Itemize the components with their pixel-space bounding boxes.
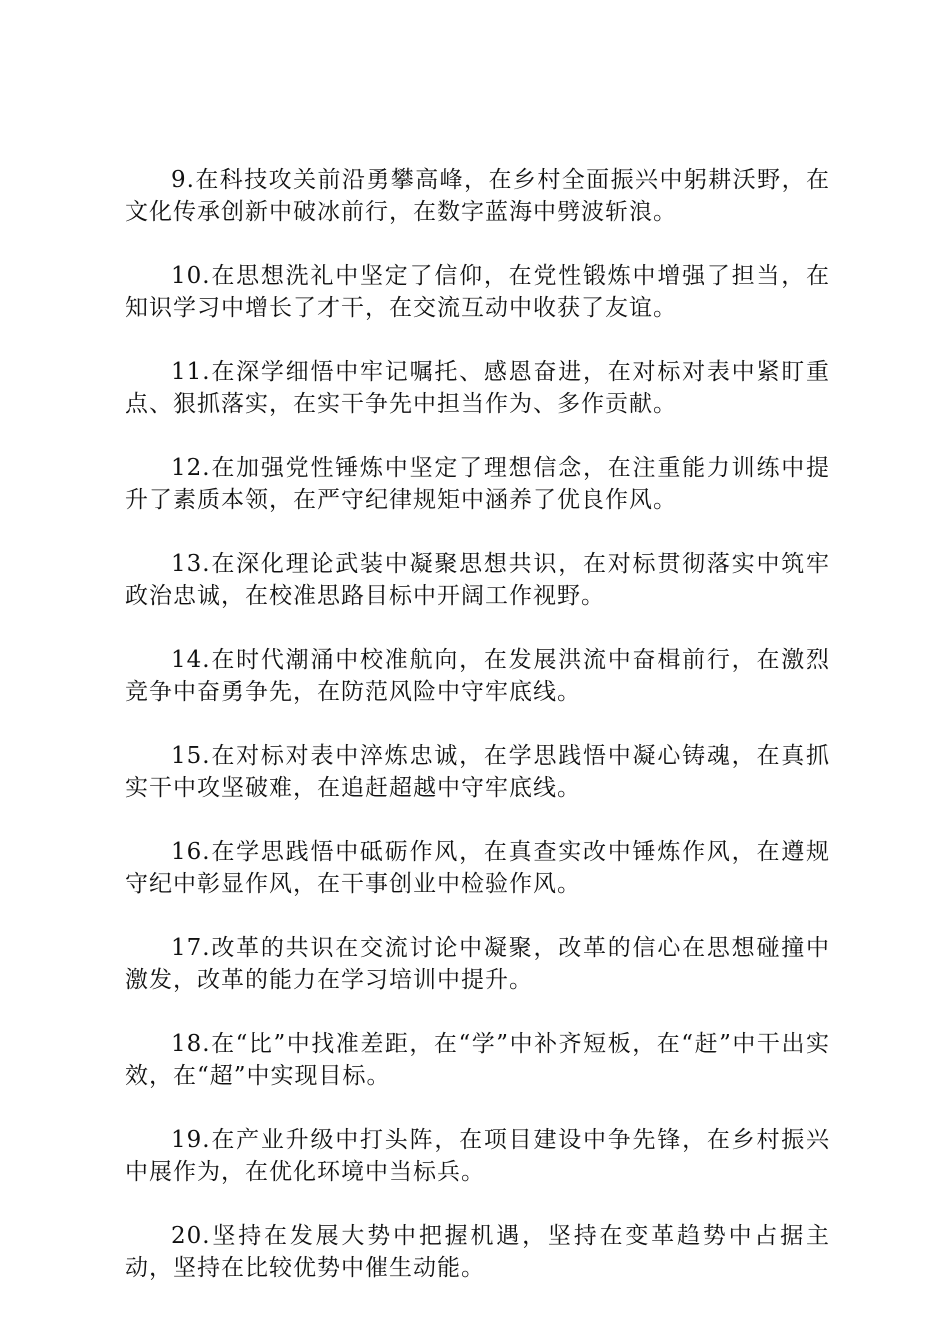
paragraph-19: 19.在产业升级中打头阵，在项目建设中争先锋，在乡村振兴中展作为，在优化环境中当标兵。 — [125, 1127, 830, 1185]
paragraph-20: 20.坚持在发展大势中把握机遇，坚持在变革趋势中占据主动，坚持在比较优势中催生动能。 — [125, 1223, 830, 1281]
document-body — [125, 164, 830, 1316]
paragraph-13: 13.在深化理论武装中凝聚思想共识，在对标贯彻落实中筑牢政治忠诚，在校准思路目标中开阔工作视野。 — [125, 551, 830, 609]
paragraph-11: 11.在深学细悟中牢记嘱托、感恩奋进，在对标对表中紧盯重点、狠抓落实，在实干争先中担当作为、多作贡献。 — [125, 359, 830, 417]
paragraph-17: 17.改革的共识在交流讨论中凝聚，改革的信心在思想碰撞中激发，改革的能力在学习培训中提升。 — [125, 935, 830, 993]
paragraph-16: 16.在学思践悟中砥砺作风，在真查实改中锤炼作风，在遵规守纪中彰显作风，在干事创业中检验作风。 — [125, 839, 830, 897]
paragraph-9: 9.在科技攻关前沿勇攀高峰，在乡村全面振兴中躬耕沃野，在文化传承创新中破冰前行，在数字蓝海中劈波斩浪。 — [125, 167, 830, 225]
paragraph-15: 15.在对标对表中淬炼忠诚，在学思践悟中凝心铸魂，在真抓实干中攻坚破难，在追赶超越中守牢底线。 — [125, 743, 830, 801]
paragraph-10: 10.在思想洗礼中坚定了信仰，在党性锻炼中增强了担当，在知识学习中增长了才干，在交流互动中收获了友谊。 — [125, 263, 830, 321]
paragraph-18: 18.在“比”中找准差距，在“学”中补齐短板，在“赶”中干出实效，在“超”中实现目标。 — [125, 1031, 830, 1089]
paragraph-14: 14.在时代潮涌中校准航向，在发展洪流中奋楫前行，在激烈竞争中奋勇争先，在防范风险中守牢底线。 — [125, 647, 830, 705]
paragraph-12: 12.在加强党性锤炼中坚定了理想信念，在注重能力训练中提升了素质本领，在严守纪律规矩中涵养了优良作风。 — [125, 455, 830, 513]
